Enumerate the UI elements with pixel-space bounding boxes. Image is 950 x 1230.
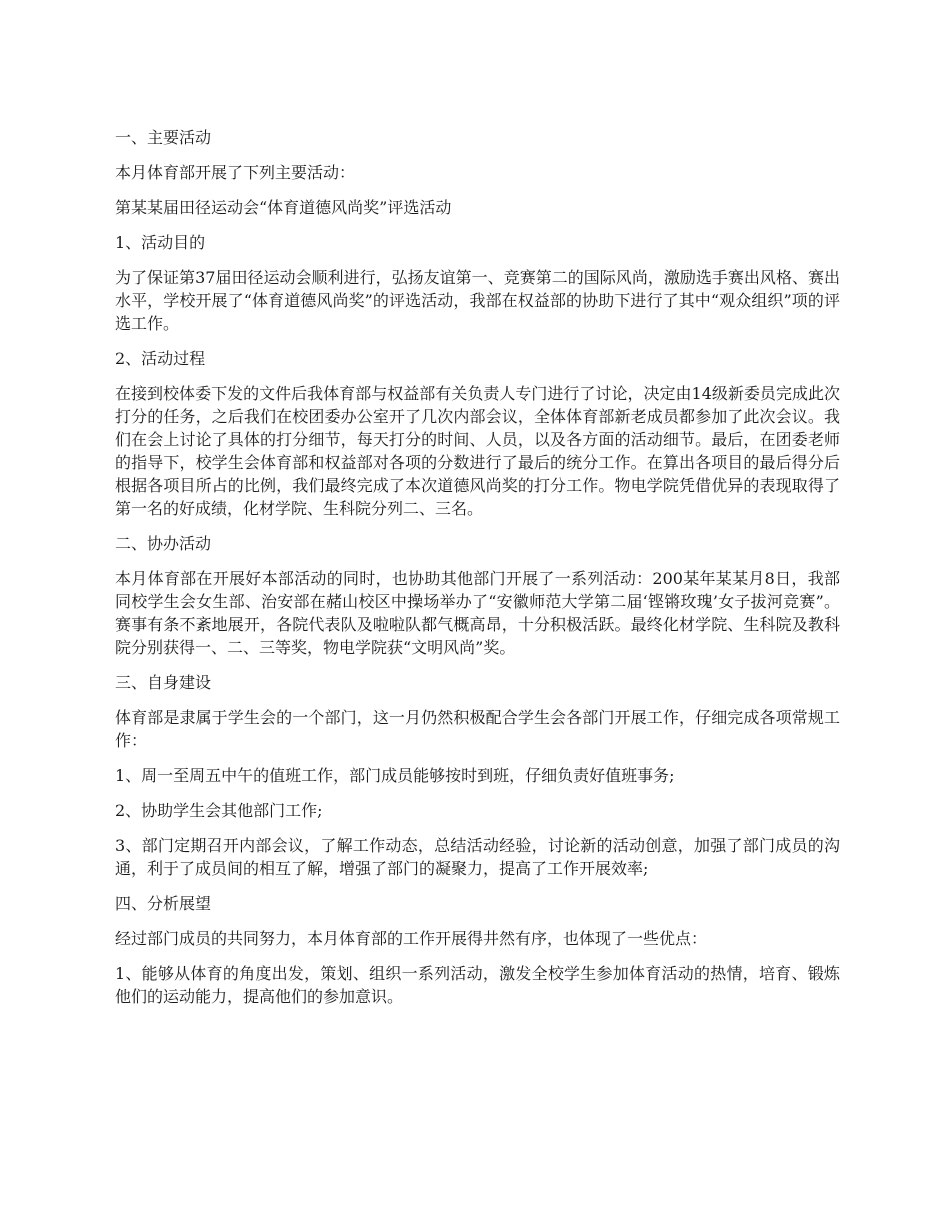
section-heading-co-activities: 二、协办活动 [115,534,212,553]
list-item-internal-meetings: 3、部门定期召开内部会议，了解工作动态，总结活动经验，讨论新的活动创意，加强了部门成员的沟通，利于了成员间的相互了解，增强了部门的凝聚力，提高了工作开展效率; [115,836,840,878]
subheading-activity-process: 2、活动过程 [115,349,206,368]
section-heading-self-building: 三、自身建设 [115,673,212,692]
self-building-paragraph: 体育部是隶属于学生会的一个部门，这一月仍然积极配合学生会各部门开展工作，仔细完成各项常规工作： [115,708,840,750]
list-item-duty-work: 1、周一至周五中午的值班工作，部门成员能够按时到班，仔细负责好值班事务; [115,766,675,785]
section-heading-main-activities: 一、主要活动 [115,128,212,147]
analysis-paragraph: 经过部门成员的共同努力，本月体育部的工作开展得井然有序，也体现了一些优点： [115,929,708,948]
purpose-paragraph: 为了保证第37届田径运动会顺利进行，弘扬友谊第一、竞赛第二的国际风尚，激励选手赛出风格、赛出水平，学校开展了“体育道德风尚奖”的评选活动，我部在权益部的协助下进行了其中“观众组织”项的评选工作。 [115,268,840,333]
document-body [115,126,840,1020]
co-activities-paragraph: 本月体育部在开展好本部活动的同时，也协助其他部门开展了一系列活动：200某年某某月8日，我部同校学生会女生部、治安部在赭山校区中操场举办了“安徽师范大学第二届‘铿锵玫瑰’女子拔河竞赛”。赛事有条不紊地展开，各院代表队及啦啦队都气概高昂，十分积极活跃。最终化材学院、生科院及教科院分别获得一、二、三等奖，物电学院获“文明风尚”奖。 [115,569,840,657]
subheading-activity-purpose: 1、活动目的 [115,233,206,252]
section-heading-analysis-outlook: 四、分析展望 [115,894,212,913]
intro-paragraph: 本月体育部开展了下列主要活动： [115,163,356,182]
activity-title: 第某某届田径运动会“体育道德风尚奖”评选活动 [115,198,452,217]
list-item-assist-departments: 2、协助学生会其他部门工作; [115,801,323,820]
process-paragraph: 在接到校体委下发的文件后我体育部与权益部有关负责人专门进行了讨论，决定由14级新委员完成此次打分的任务，之后我们在校团委办公室开了几次内部会议，全体体育部新老成员都参加了此次会议。我们在会上讨论了具体的打分细节，每天打分的时间、人员，以及各方面的活动细节。最后，在团委老师的指导下，校学生会体育部和权益部对各项的分数进行了最后的统分工作。在算出各项目的最后得分后根据各项目所占的比例，我们最终完成了本次道德风尚奖的打分工作。物电学院凭借优异的表现取得了第一名的好成绩，化材学院、生科院分列二、三名。 [115,384,840,518]
list-item-strength-1: 1、能够从体育的角度出发，策划、组织一系列活动，激发全校学生参加体育活动的热情，培育、锻炼他们的运动能力，提高他们的参加意识。 [115,964,840,1006]
